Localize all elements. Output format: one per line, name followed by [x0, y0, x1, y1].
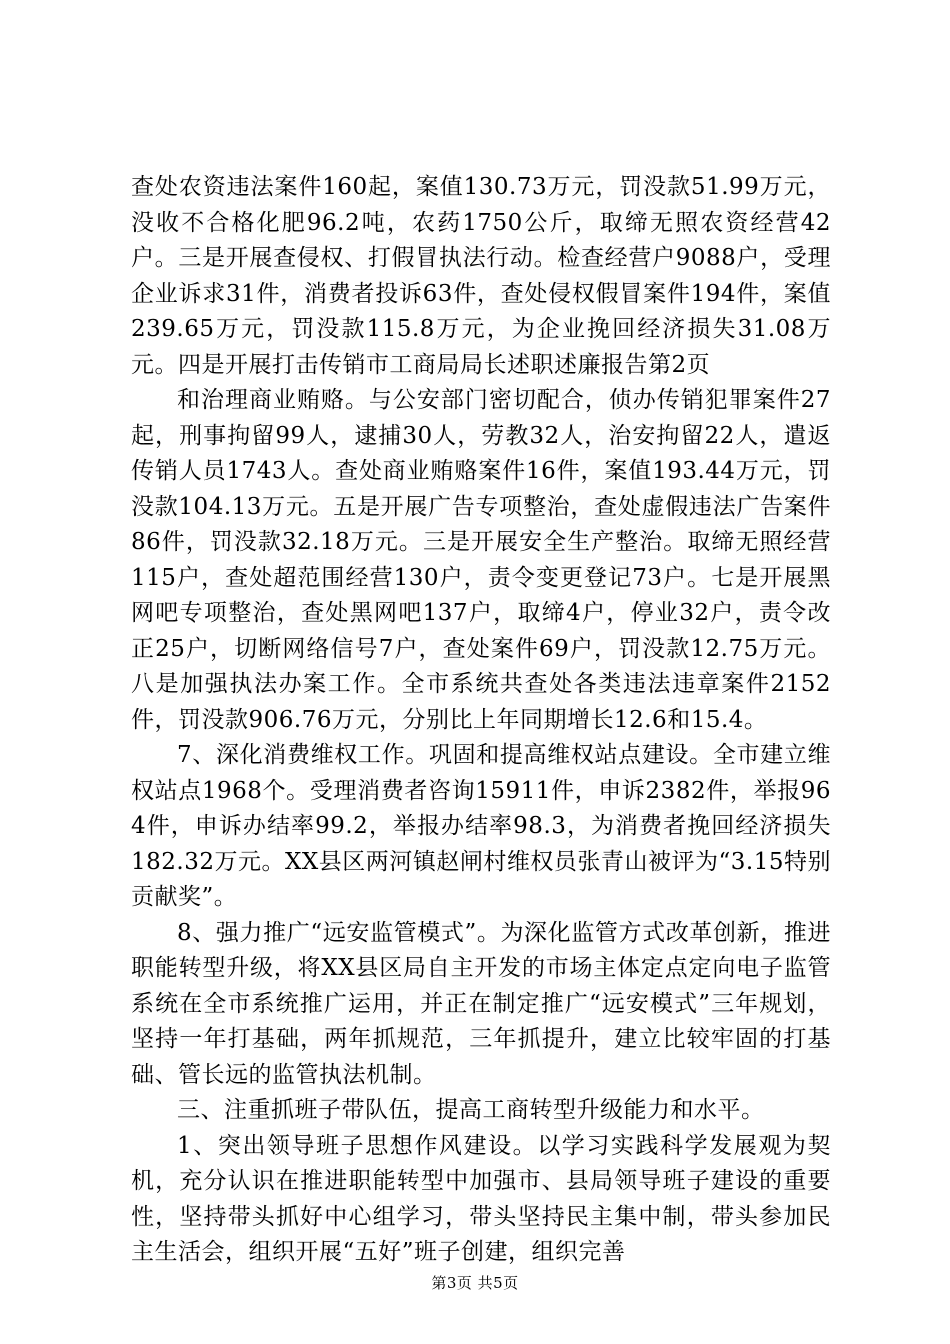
- paragraph-4: 8、强力推广“远安监管模式”。为深化监管方式改革创新，推进职能转型升级，将XX县区局自主开发的市场主体定点定向电子监管系统在全市系统推广运用，并正在制定推广“远安模式”三年规划，坚持一年打基础，两年抓规范，三年抓提升，建立比较牢固的打基础、管长远的监管执法机制。: [131, 919, 831, 1088]
- document-body: [131, 170, 831, 1271]
- paragraph-1: 查处农资违法案件160起，案值130.73万元，罚没款51.99万元，没收不合格化肥96.2吨，农药1750公斤，取缔无照农资经营42户。三是开展查侵权、打假冒执法行动。检查经营户9088户，受理企业诉求31件，消费者投诉63件，查处侵权假冒案件194件，案值239.65万元，罚没款115.8万元，为企业挽回经济损失31.08万元。四是开展打击传销市工商局局长述职述廉报告第2页: [131, 174, 831, 378]
- section-heading: 三、注重抓班子带队伍，提高工商转型升级能力和水平。: [177, 1097, 765, 1123]
- paragraph-3: 7、深化消费维权工作。巩固和提高维权站点建设。全市建立维权站点1968个。受理消费者咨询15911件，申诉2382件，举报964件，申诉办结率99.2，举报办结率98.3，为消费者挽回经济损失182.32万元。XX县区两河镇赵闸村维权员张青山被评为“3.15特别贡献奖”。: [131, 742, 831, 910]
- page-number-footer: 第3页 共5页: [431, 1274, 519, 1292]
- paragraph-6: 1、突出领导班子思想作风建设。以学习实践科学发展观为契机，充分认识在推进职能转型中加强市、县局领导班子建设的重要性，坚持带头抓好中心组学习，带头坚持民主集中制，带头参加民主生活会，组织开展“五好”班子创建，组织完善: [131, 1132, 831, 1265]
- paragraph-2: 和治理商业贿赂。与公安部门密切配合，侦办传销犯罪案件27起，刑事拘留99人，逮捕30人，劳教32人，治安拘留22人，遣返传销人员1743人。查处商业贿赂案件16件，案值193.44万元，罚没款104.13万元。五是开展广告专项整治，查处虚假违法广告案件86件，罚没款32.18万元。三是开展安全生产整治。取缔无照经营115户，查处超范围经营130户，责令变更登记73户。七是开展黑网吧专项整治，查处黑网吧137户，取缔4户，停业32户，责令改正25户，切断网络信号7户，查处案件69户，罚没款12.75万元。八是加强执法办案工作。全市系统共查处各类违法违章案件2152件，罚没款906.76万元，分别比上年同期增长12.6和15.4。: [131, 387, 831, 733]
